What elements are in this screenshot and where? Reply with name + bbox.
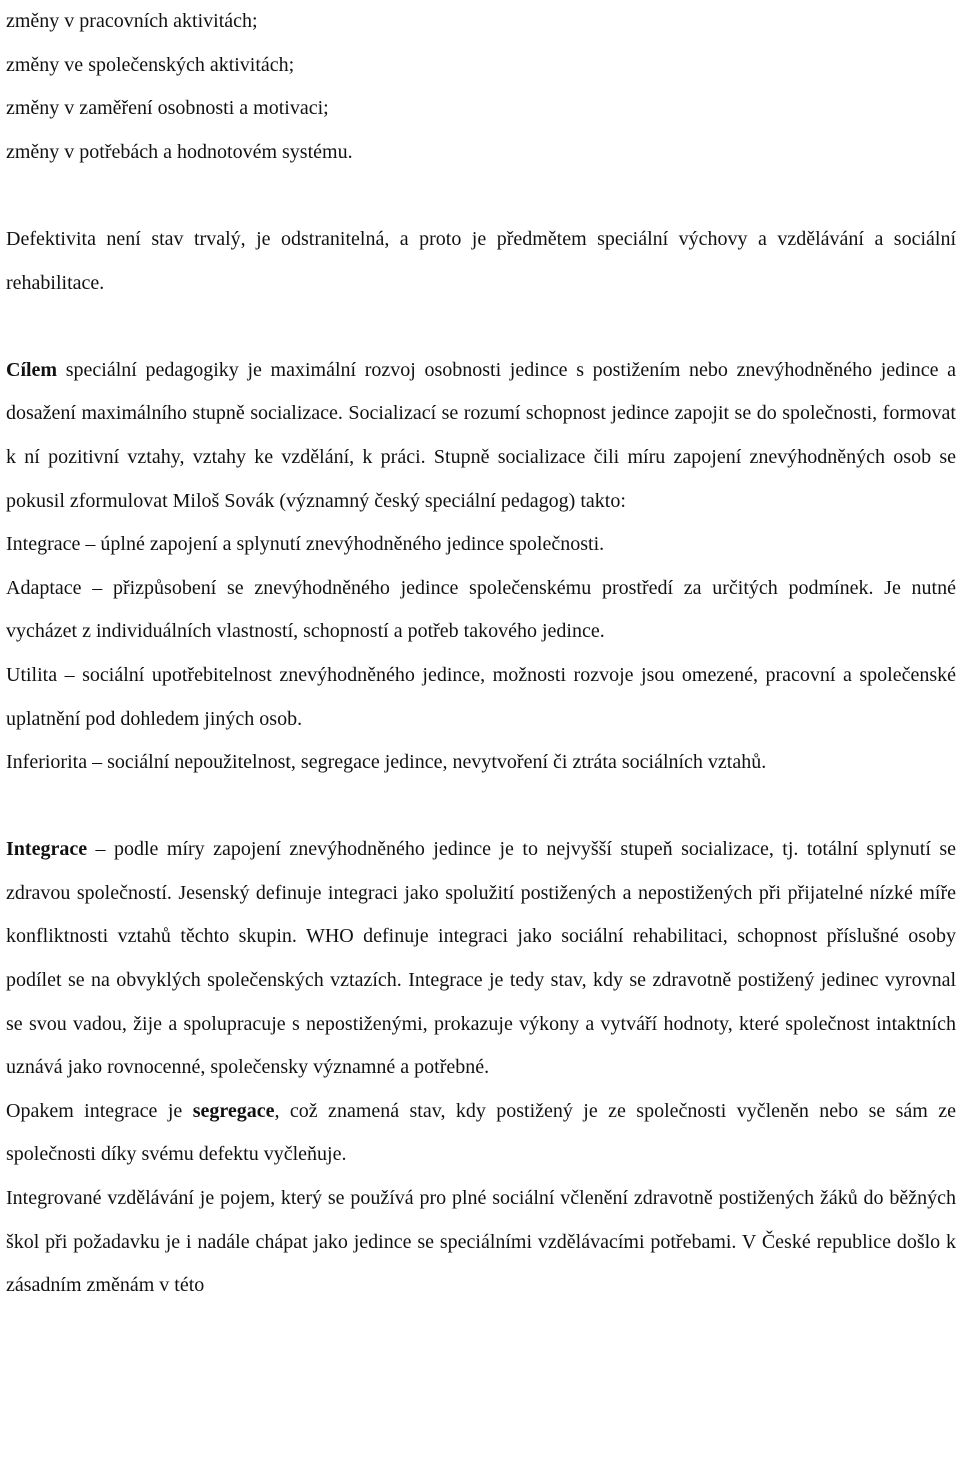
list-item: změny v zaměření osobnosti a motivaci;	[6, 97, 329, 120]
list-item: změny ve společenských aktivitách;	[6, 53, 295, 76]
term-segregace: segregace	[192, 1099, 275, 1122]
paragraph-defektivita: Defektivita není stav trvalý, je odstranitelná, a proto je předmětem speciální výchovy a vzdělávání a sociální rehabilitace.	[6, 227, 956, 294]
document-page	[6, 0, 956, 1308]
paragraph-segregace-pre: Opakem integrace je	[6, 1099, 193, 1122]
paragraph-inferiorita-stage: Inferiorita – sociální nepoužitelnost, segregace jedince, nevytvoření či ztráta sociálních vztahů.	[6, 751, 767, 774]
paragraph-integrace-text: – podle míry zapojení znevýhodněného jedince je to nejvyšší stupeň socializace, tj. totální splynutí se zdravou společností. Jesenský definuje integraci jako spolužití postižených a nepostižených při přijatelné nízké míře konfliktnosti vztahů těchto skupin. WHO definuje integraci jako sociální rehabilitaci, schopnost příslušné osoby podílet se na obvyklých společenských vztazích. Integrace je tedy stav, kdy se zdravotně postižený jedinec vyrovnal se svou vadou, žije a spolupracuje s nepostiženými, prokazuje výkony a vytváří hodnoty, které společnost intaktních uznává jako rovnocenné, společensky významné a potřebné.	[6, 838, 956, 1079]
paragraph-integrovane-vzdelavani: Integrované vzdělávání je pojem, který se používá pro plné sociální včlenění zdravotně postižených žáků do běžných škol při požadavku je i nadále chápat jako jedince se speciálními vzdělávacími potřebami. V České republice došlo k zásadním změnám v této	[6, 1187, 956, 1297]
paragraph-cilem-text: speciální pedagogiky je maximální rozvoj osobnosti jedince s postižením nebo znevýhodněného jedince a dosažení maximálního stupně socializace. Socializací se rozumí schopnost jedince zapojit se do společnosti, formovat k ní pozitivní vztahy, vztahy ke vzdělání, k práci. Stupně socializace čili míru zapojení znevýhodněných osob se pokusil zformulovat Miloš Sovák (významný český speciální pedagog) takto:	[6, 358, 956, 512]
paragraph-adaptace-stage: Adaptace – přizpůsobení se znevýhodněného jedince společenskému prostředí za určitých podmínek. Je nutné vycházet z individuálních vlastností, schopností a potřeb takového jedince.	[6, 576, 956, 643]
paragraph-utilita-stage: Utilita – sociální upotřebitelnost znevýhodněného jedince, možnosti rozvoje jsou omezené, pracovní a společenské uplatnění pod dohledem jiných osob.	[6, 663, 956, 730]
list-item: změny v pracovních aktivitách;	[6, 10, 258, 32]
paragraph-cilem	[6, 349, 956, 523]
paragraph-integrace	[6, 828, 956, 1090]
term-cilem: Cílem	[6, 358, 58, 381]
paragraph-segregace-post: , což znamená stav, kdy postižený je ze společnosti vyčleněn nebo se sám ze společnosti díky svému defektu vyčleňuje.	[6, 1099, 957, 1166]
list-item: změny v potřebách a hodnotovém systému.	[6, 140, 353, 163]
paragraph-segregace	[6, 1090, 956, 1177]
change-list	[6, 0, 956, 174]
spacer	[6, 785, 956, 829]
spacer	[6, 174, 956, 218]
term-integrace: Integrace	[6, 838, 88, 861]
spacer	[6, 305, 956, 349]
paragraph-integrace-stage: Integrace – úplné zapojení a splynutí znevýhodněného jedince společnosti.	[6, 533, 605, 556]
